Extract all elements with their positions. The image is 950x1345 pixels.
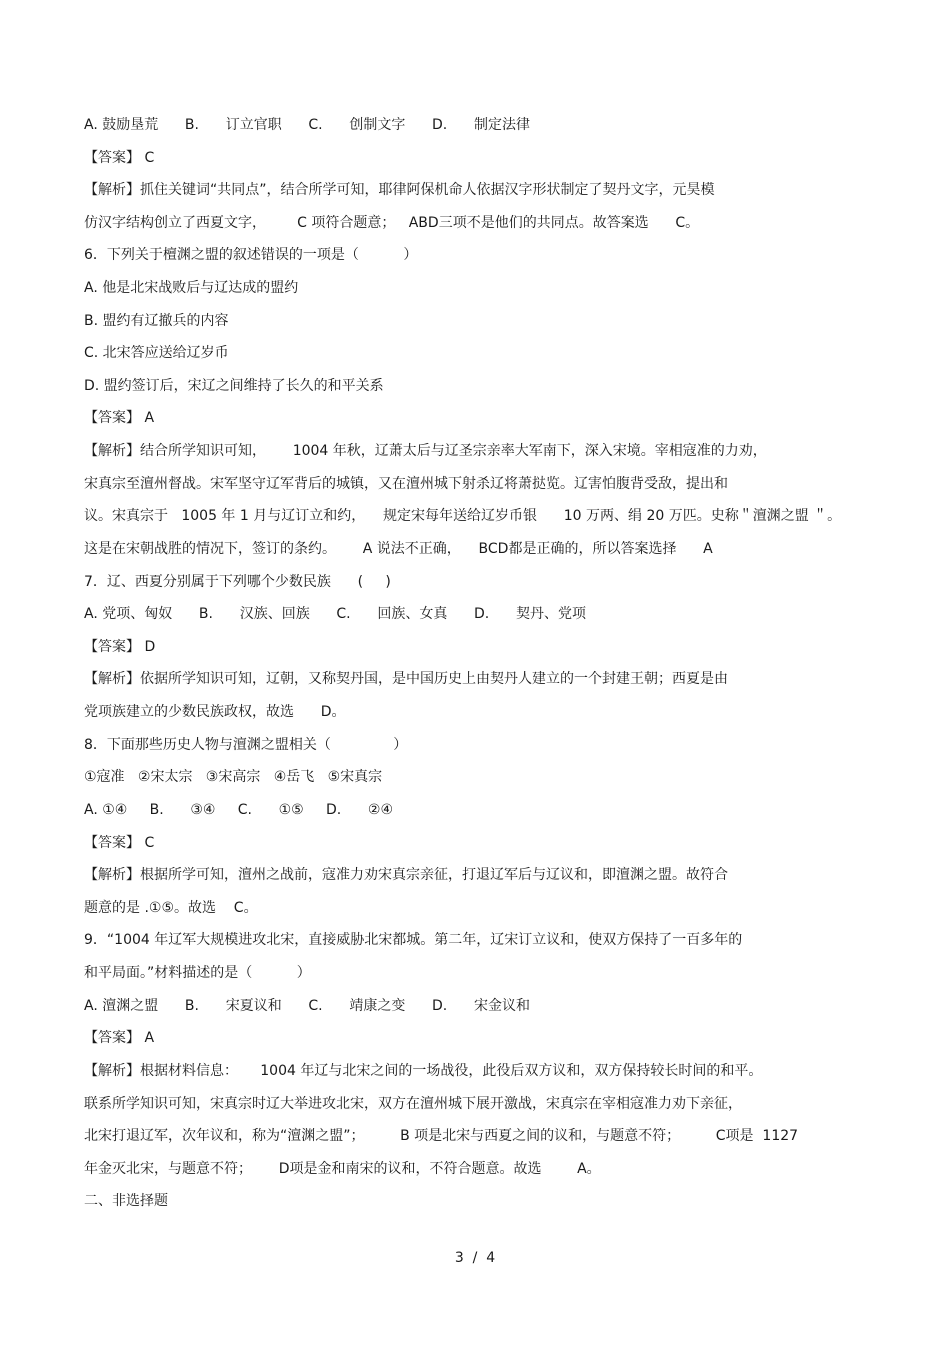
q5-analysis-line-2: 仿汉字结构创立了西夏文字， C 项符合题意； ABD三项不是他们的共同点。故答案选 C。	[84, 215, 700, 231]
q9-analysis-line-1: 【解析】根据材料信息： 1004 年辽与北宋之间的一场战役，此役后双方议和，双方保持较长时间的和平。	[84, 1063, 763, 1079]
q9-options: A. 澶渊之盟 B. 宋夏议和 C. 靖康之变 D. 宋金议和	[84, 998, 530, 1014]
q8-question: 8．下面那些历史人物与澶渊之盟相关（ ）	[84, 737, 408, 753]
q9-analysis-line-4: 年金灭北宋，与题意不符； D项是金和南宋的议和，不符合题意。故选 A。	[84, 1161, 601, 1177]
q8-analysis-line-2: 题意的是 .①⑤。故选 C。	[84, 900, 258, 916]
q9-answer: 【答案】 A	[84, 1030, 155, 1046]
q6-option-c: C. 北宋答应送给辽岁币	[84, 345, 229, 361]
q8-figures: ①寇准 ②宋太宗 ③宋高宗 ④岳飞 ⑤宋真宗	[84, 769, 383, 785]
q7-answer: 【答案】 D	[84, 639, 156, 655]
q7-analysis-line-1: 【解析】依据所学知识可知，辽朝，又称契丹国，是中国历史上由契丹人建立的一个封建王朝；西夏是由	[84, 671, 728, 687]
page-number: 3 / 4	[454, 1250, 496, 1266]
q9-question-line-1: 9．“1004 年辽军大规模进攻北宋，直接威胁北宋都城。第二年，辽宋订立议和，使双方保持了一百多年的	[84, 932, 743, 948]
q8-analysis-line-1: 【解析】根据所学可知，澶州之战前，寇准力劝宋真宗亲征，打退辽军后与辽议和，即澶渊之盟。故符合	[84, 867, 728, 883]
q9-analysis-line-2: 联系所学知识可知，宋真宗时辽大举进攻北宋，双方在澶州城下展开激战，宋真宗在宰相寇准力劝下亲征，	[84, 1096, 742, 1112]
q6-analysis-line-2: 宋真宗至澶州督战。宋军坚守辽军背后的城镇，又在澶州城下射杀辽将萧挞览。辽害怕腹背受敌，提出和	[84, 476, 728, 492]
q6-analysis-line-3: 议。宋真宗于 1005 年 1 月与辽订立和约， 规定宋每年送给辽岁币银 10 万两、绢 20 万匹。史称＂澶渊之盟 ＂。	[84, 508, 842, 524]
q9-question-line-2: 和平局面。”材料描述的是（ ）	[84, 965, 311, 981]
q5-answer: 【答案】 C	[84, 150, 155, 166]
section-heading: 二、非选择题	[84, 1193, 168, 1209]
q9-analysis-line-3: 北宋打退辽军，次年议和，称为“澶渊之盟”； B 项是北宋与西夏之间的议和，与题意不符； C项是 1127	[84, 1128, 799, 1144]
q7-options: A. 党项、匈奴 B. 汉族、回族 C. 回族、女真 D. 契丹、党项	[84, 606, 586, 622]
q6-option-a: A. 他是北宋战败后与辽达成的盟约	[84, 280, 299, 296]
q6-answer: 【答案】 A	[84, 410, 155, 426]
q6-option-d: D. 盟约签订后，宋辽之间维持了长久的和平关系	[84, 378, 384, 394]
q8-options: A. ①④ B. ③④ C. ①⑤ D. ②④	[84, 802, 394, 818]
q5-options: A. 鼓励垦荒 B. 订立官职 C. 创制文字 D. 制定法律	[84, 117, 530, 133]
q6-analysis-line-1: 【解析】结合所学知识可知， 1004 年秋，辽萧太后与辽圣宗亲率大军南下，深入宋境。宰相寇准的力劝，	[84, 443, 767, 459]
q8-answer: 【答案】 C	[84, 835, 155, 851]
q6-option-b: B. 盟约有辽撤兵的内容	[84, 313, 229, 329]
q7-analysis-line-2: 党项族建立的少数民族政权，故选 D。	[84, 704, 346, 720]
q7-question: 7．辽、西夏分别属于下列哪个少数民族 ( )	[84, 574, 391, 590]
q6-question: 6．下列关于檀渊之盟的叙述错误的一项是（ ）	[84, 247, 418, 263]
q5-analysis-line-1: 【解析】抓住关键词“共同点”，结合所学可知，耶律阿保机命人依据汉字形状制定了契丹文字，元昊模	[84, 182, 715, 198]
q6-analysis-line-4: 这是在宋朝战胜的情况下，签订的条约。 A 说法不正确， BCD都是正确的，所以答案选择 A	[84, 541, 713, 557]
